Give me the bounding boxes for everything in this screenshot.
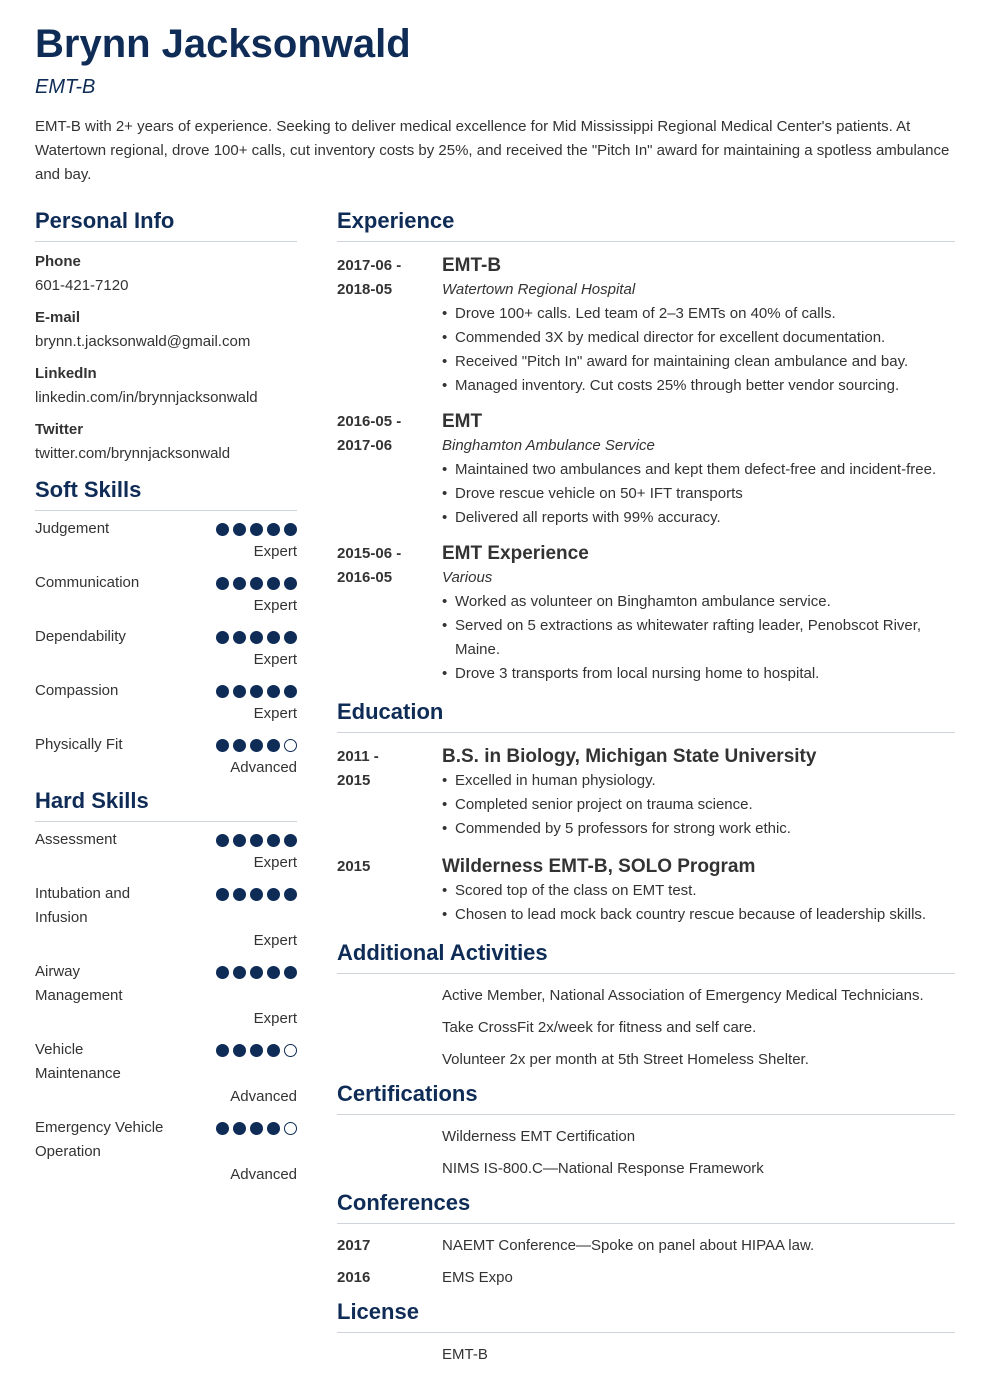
activity-item <box>337 1048 955 1072</box>
skill-rating-dots <box>216 834 297 847</box>
resume-name: Brynn Jacksonwald <box>35 22 411 66</box>
rating-dot-filled <box>250 966 263 979</box>
bullet-item: • Received "Pitch In" award for maintaining clean ambulance and bay. <box>442 350 955 374</box>
activities-heading: Additional Activities <box>337 939 955 974</box>
skill-level: Expert <box>253 597 297 614</box>
skill-name: Compassion <box>35 682 119 699</box>
rating-dot-filled <box>233 577 246 590</box>
rating-dot-empty <box>284 739 297 752</box>
soft-skills-list <box>35 517 297 780</box>
bullet-item: • Drove rescue vehicle on 50+ IFT transports <box>442 482 955 506</box>
rating-dot-filled <box>267 1044 280 1057</box>
job-dates <box>337 410 442 530</box>
conference-text: NAEMT Conference—Spoke on panel about HIPAA law. <box>442 1237 815 1254</box>
email-value: brynn.t.jacksonwald@gmail.com <box>35 333 251 350</box>
rating-dot-filled <box>267 631 280 644</box>
rating-dot-filled <box>216 1044 229 1057</box>
conference-year: 2017 <box>337 1237 371 1254</box>
bullet-item: • Chosen to lead mock back country rescue because of leadership skills. <box>442 903 955 927</box>
rating-dot-filled <box>250 888 263 901</box>
skill-item <box>35 882 297 953</box>
conferences-list <box>337 1234 955 1290</box>
skill-item <box>35 625 297 672</box>
personal-info-item <box>35 306 297 354</box>
skill-item <box>35 679 297 726</box>
twitter-value: twitter.com/brynnjacksonwald <box>35 445 231 462</box>
job-bullets <box>442 590 955 686</box>
skill-rating-dots <box>216 631 297 644</box>
soft-skills-section <box>35 476 297 780</box>
job-date-end: 2017-06 <box>337 437 393 454</box>
conference-year: 2016 <box>337 1269 371 1286</box>
job-title: EMT Experience <box>442 543 589 564</box>
education-title: Wilderness EMT-B, SOLO Program <box>442 856 756 877</box>
job-date-end: 2018-05 <box>337 281 393 298</box>
bullet-item: • Completed senior project on trauma science. <box>442 793 955 817</box>
rating-dot-filled <box>267 888 280 901</box>
rating-dot-filled <box>284 577 297 590</box>
rating-dot-filled <box>250 523 263 536</box>
education-entry <box>337 855 955 927</box>
rating-dot-filled <box>250 1122 263 1135</box>
skill-name: Intubation and Infusion <box>35 885 131 926</box>
rating-dot-filled <box>250 1044 263 1057</box>
conference-text: EMS Expo <box>442 1269 513 1286</box>
rating-dot-filled <box>216 739 229 752</box>
rating-dot-empty <box>284 1044 297 1057</box>
bullet-item: • Managed inventory. Cut costs 25% through better vendor sourcing. <box>442 374 955 398</box>
soft-skills-heading: Soft Skills <box>35 476 297 511</box>
rating-dot-filled <box>233 888 246 901</box>
rating-dot-filled <box>216 685 229 698</box>
personal-info-list <box>35 250 297 466</box>
skill-level: Expert <box>253 651 297 668</box>
education-heading: Education <box>337 698 955 733</box>
rating-dot-filled <box>250 631 263 644</box>
rating-dot-filled <box>267 966 280 979</box>
resume-job-title: EMT-B <box>35 76 96 98</box>
job-title: EMT-B <box>442 255 502 276</box>
rating-dot-filled <box>216 523 229 536</box>
skill-level: Advanced <box>230 759 297 776</box>
rating-dot-filled <box>250 739 263 752</box>
rating-dot-filled <box>250 834 263 847</box>
skill-name: Assessment <box>35 831 117 848</box>
certification-text: Wilderness EMT Certification <box>442 1128 636 1145</box>
license-heading: License <box>337 1298 955 1333</box>
rating-dot-filled <box>216 966 229 979</box>
bullet-item: • Commended 3X by medical director for excellent documentation. <box>442 326 955 350</box>
skill-level: Expert <box>253 854 297 871</box>
education-date-start: 2015 <box>337 858 371 875</box>
job-date-start: 2016-05 - <box>337 413 402 430</box>
job-dates <box>337 542 442 686</box>
rating-dot-filled <box>233 739 246 752</box>
rating-dot-filled <box>216 834 229 847</box>
skill-item <box>35 517 297 564</box>
rating-dot-filled <box>284 966 297 979</box>
conference-item <box>337 1234 955 1258</box>
education-entry <box>337 745 955 841</box>
rating-dot-filled <box>216 1122 229 1135</box>
skill-name: Physically Fit <box>35 736 123 753</box>
twitter-label: Twitter <box>35 421 84 438</box>
education-bullets <box>442 879 955 927</box>
linkedin-label: LinkedIn <box>35 365 97 382</box>
experience-section <box>337 207 955 686</box>
personal-info-item <box>35 250 297 298</box>
education-section <box>337 698 955 927</box>
education-bullets <box>442 769 955 841</box>
bullet-item: • Worked as volunteer on Binghamton ambulance service. <box>442 590 955 614</box>
personal-info-item <box>35 418 297 466</box>
activity-item <box>337 1016 955 1040</box>
skill-item <box>35 1038 297 1109</box>
personal-info-heading: Personal Info <box>35 207 297 242</box>
skill-rating-dots <box>216 685 297 698</box>
bullet-item: • Commended by 5 professors for strong work ethic. <box>442 817 955 841</box>
job-date-start: 2015-06 - <box>337 545 402 562</box>
bullet-item: • Maintained two ambulances and kept them defect-free and incident-free. <box>442 458 955 482</box>
education-title: B.S. in Biology, Michigan State University <box>442 746 817 767</box>
certifications-section <box>337 1080 955 1181</box>
activity-text: Active Member, National Association of Emergency Medical Technicians. <box>442 987 924 1004</box>
certifications-heading: Certifications <box>337 1080 955 1115</box>
skill-level: Expert <box>253 1010 297 1027</box>
skill-level: Advanced <box>230 1088 297 1105</box>
education-date-end: 2015 <box>337 772 371 789</box>
rating-dot-filled <box>284 631 297 644</box>
skill-name: Vehicle Maintenance <box>35 1041 121 1082</box>
rating-dot-filled <box>284 888 297 901</box>
education-date-start: 2011 - <box>337 748 379 765</box>
job-dates <box>337 254 442 398</box>
rating-dot-filled <box>267 834 280 847</box>
rating-dot-filled <box>216 888 229 901</box>
hard-skills-list <box>35 828 297 1187</box>
education-dates <box>337 855 442 927</box>
skill-rating-dots <box>216 577 297 590</box>
job-entry <box>337 542 955 686</box>
resume-summary: EMT-B with 2+ years of experience. Seeking to deliver medical excellence for Mid Mississippi Regional Medical Center's patients. At Watertown regional, drove 100+ calls, cut inventory costs by 25%, and received the "Pitch In" award for maintaining a spotless ambulance and bay. <box>35 118 950 183</box>
certification-text: NIMS IS-800.C—National Response Framework <box>442 1160 764 1177</box>
conferences-heading: Conferences <box>337 1189 955 1224</box>
certification-item <box>337 1125 955 1149</box>
skill-item <box>35 571 297 618</box>
skill-name: Judgement <box>35 520 110 537</box>
conference-item <box>337 1266 955 1290</box>
certifications-list <box>337 1125 955 1181</box>
skill-rating-dots <box>216 1122 297 1135</box>
linkedin-value: linkedin.com/in/brynnjacksonwald <box>35 389 258 406</box>
activities-section <box>337 939 955 1072</box>
activities-list <box>337 984 955 1072</box>
job-employer: Watertown Regional Hospital <box>442 281 636 298</box>
activity-text: Take CrossFit 2x/week for fitness and self care. <box>442 1019 757 1036</box>
skill-rating-dots <box>216 739 297 752</box>
bullet-item: • Scored top of the class on EMT test. <box>442 879 955 903</box>
job-date-end: 2016-05 <box>337 569 393 586</box>
license-item <box>337 1343 955 1367</box>
job-entry <box>337 254 955 398</box>
hard-skills-section <box>35 787 297 1187</box>
skill-name: Airway Management <box>35 963 123 1004</box>
experience-heading: Experience <box>337 207 955 242</box>
skill-item <box>35 1116 297 1187</box>
conferences-section <box>337 1189 955 1290</box>
activity-text: Volunteer 2x per month at 5th Street Homeless Shelter. <box>442 1051 809 1068</box>
phone-label: Phone <box>35 253 81 270</box>
rating-dot-filled <box>233 631 246 644</box>
rating-dot-filled <box>284 685 297 698</box>
job-employer: Various <box>442 569 493 586</box>
skill-rating-dots <box>216 888 297 901</box>
rating-dot-empty <box>284 1122 297 1135</box>
skill-item <box>35 828 297 875</box>
rating-dot-filled <box>267 1122 280 1135</box>
bullet-item: • Excelled in human physiology. <box>442 769 955 793</box>
skill-item <box>35 733 297 780</box>
rating-dot-filled <box>267 739 280 752</box>
bullet-item: • Drove 3 transports from local nursing home to hospital. <box>442 662 955 686</box>
skill-level: Expert <box>253 543 297 560</box>
rating-dot-filled <box>233 685 246 698</box>
skill-name: Communication <box>35 574 140 591</box>
hard-skills-heading: Hard Skills <box>35 787 297 822</box>
bullet-item: • Drove 100+ calls. Led team of 2–3 EMTs on 40% of calls. <box>442 302 955 326</box>
skill-rating-dots <box>216 523 297 536</box>
job-bullets <box>442 458 955 530</box>
personal-info-item <box>35 362 297 410</box>
rating-dot-filled <box>267 685 280 698</box>
rating-dot-filled <box>284 523 297 536</box>
rating-dot-filled <box>284 834 297 847</box>
activity-item <box>337 984 955 1008</box>
skill-level: Expert <box>253 705 297 722</box>
license-text: EMT-B <box>442 1346 488 1363</box>
job-employer: Binghamton Ambulance Service <box>442 437 655 454</box>
education-dates <box>337 745 442 841</box>
bullet-item: • Served on 5 extractions as whitewater rafting leader, Penobscot River, Maine. <box>442 614 955 662</box>
right-column <box>337 207 955 1375</box>
rating-dot-filled <box>233 1044 246 1057</box>
license-section <box>337 1298 955 1367</box>
rating-dot-filled <box>233 966 246 979</box>
rating-dot-filled <box>233 523 246 536</box>
rating-dot-filled <box>250 577 263 590</box>
skill-level: Advanced <box>230 1166 297 1183</box>
skill-name: Dependability <box>35 628 126 645</box>
job-date-start: 2017-06 - <box>337 257 402 274</box>
rating-dot-filled <box>250 685 263 698</box>
job-bullets <box>442 302 955 398</box>
skill-name: Emergency Vehicle Operation <box>35 1119 164 1160</box>
rating-dot-filled <box>216 631 229 644</box>
email-label: E-mail <box>35 309 81 326</box>
left-column <box>35 207 297 1194</box>
certification-item <box>337 1157 955 1181</box>
phone-value: 601-421-7120 <box>35 277 129 294</box>
rating-dot-filled <box>267 523 280 536</box>
skill-level: Expert <box>253 932 297 949</box>
rating-dot-filled <box>233 834 246 847</box>
job-title: EMT <box>442 411 483 432</box>
rating-dot-filled <box>233 1122 246 1135</box>
license-list <box>337 1343 955 1367</box>
job-entry <box>337 410 955 530</box>
skill-rating-dots <box>216 966 297 979</box>
bullet-item: • Delivered all reports with 99% accuracy. <box>442 506 955 530</box>
rating-dot-filled <box>267 577 280 590</box>
rating-dot-filled <box>216 577 229 590</box>
skill-item <box>35 960 297 1031</box>
skill-rating-dots <box>216 1044 297 1057</box>
